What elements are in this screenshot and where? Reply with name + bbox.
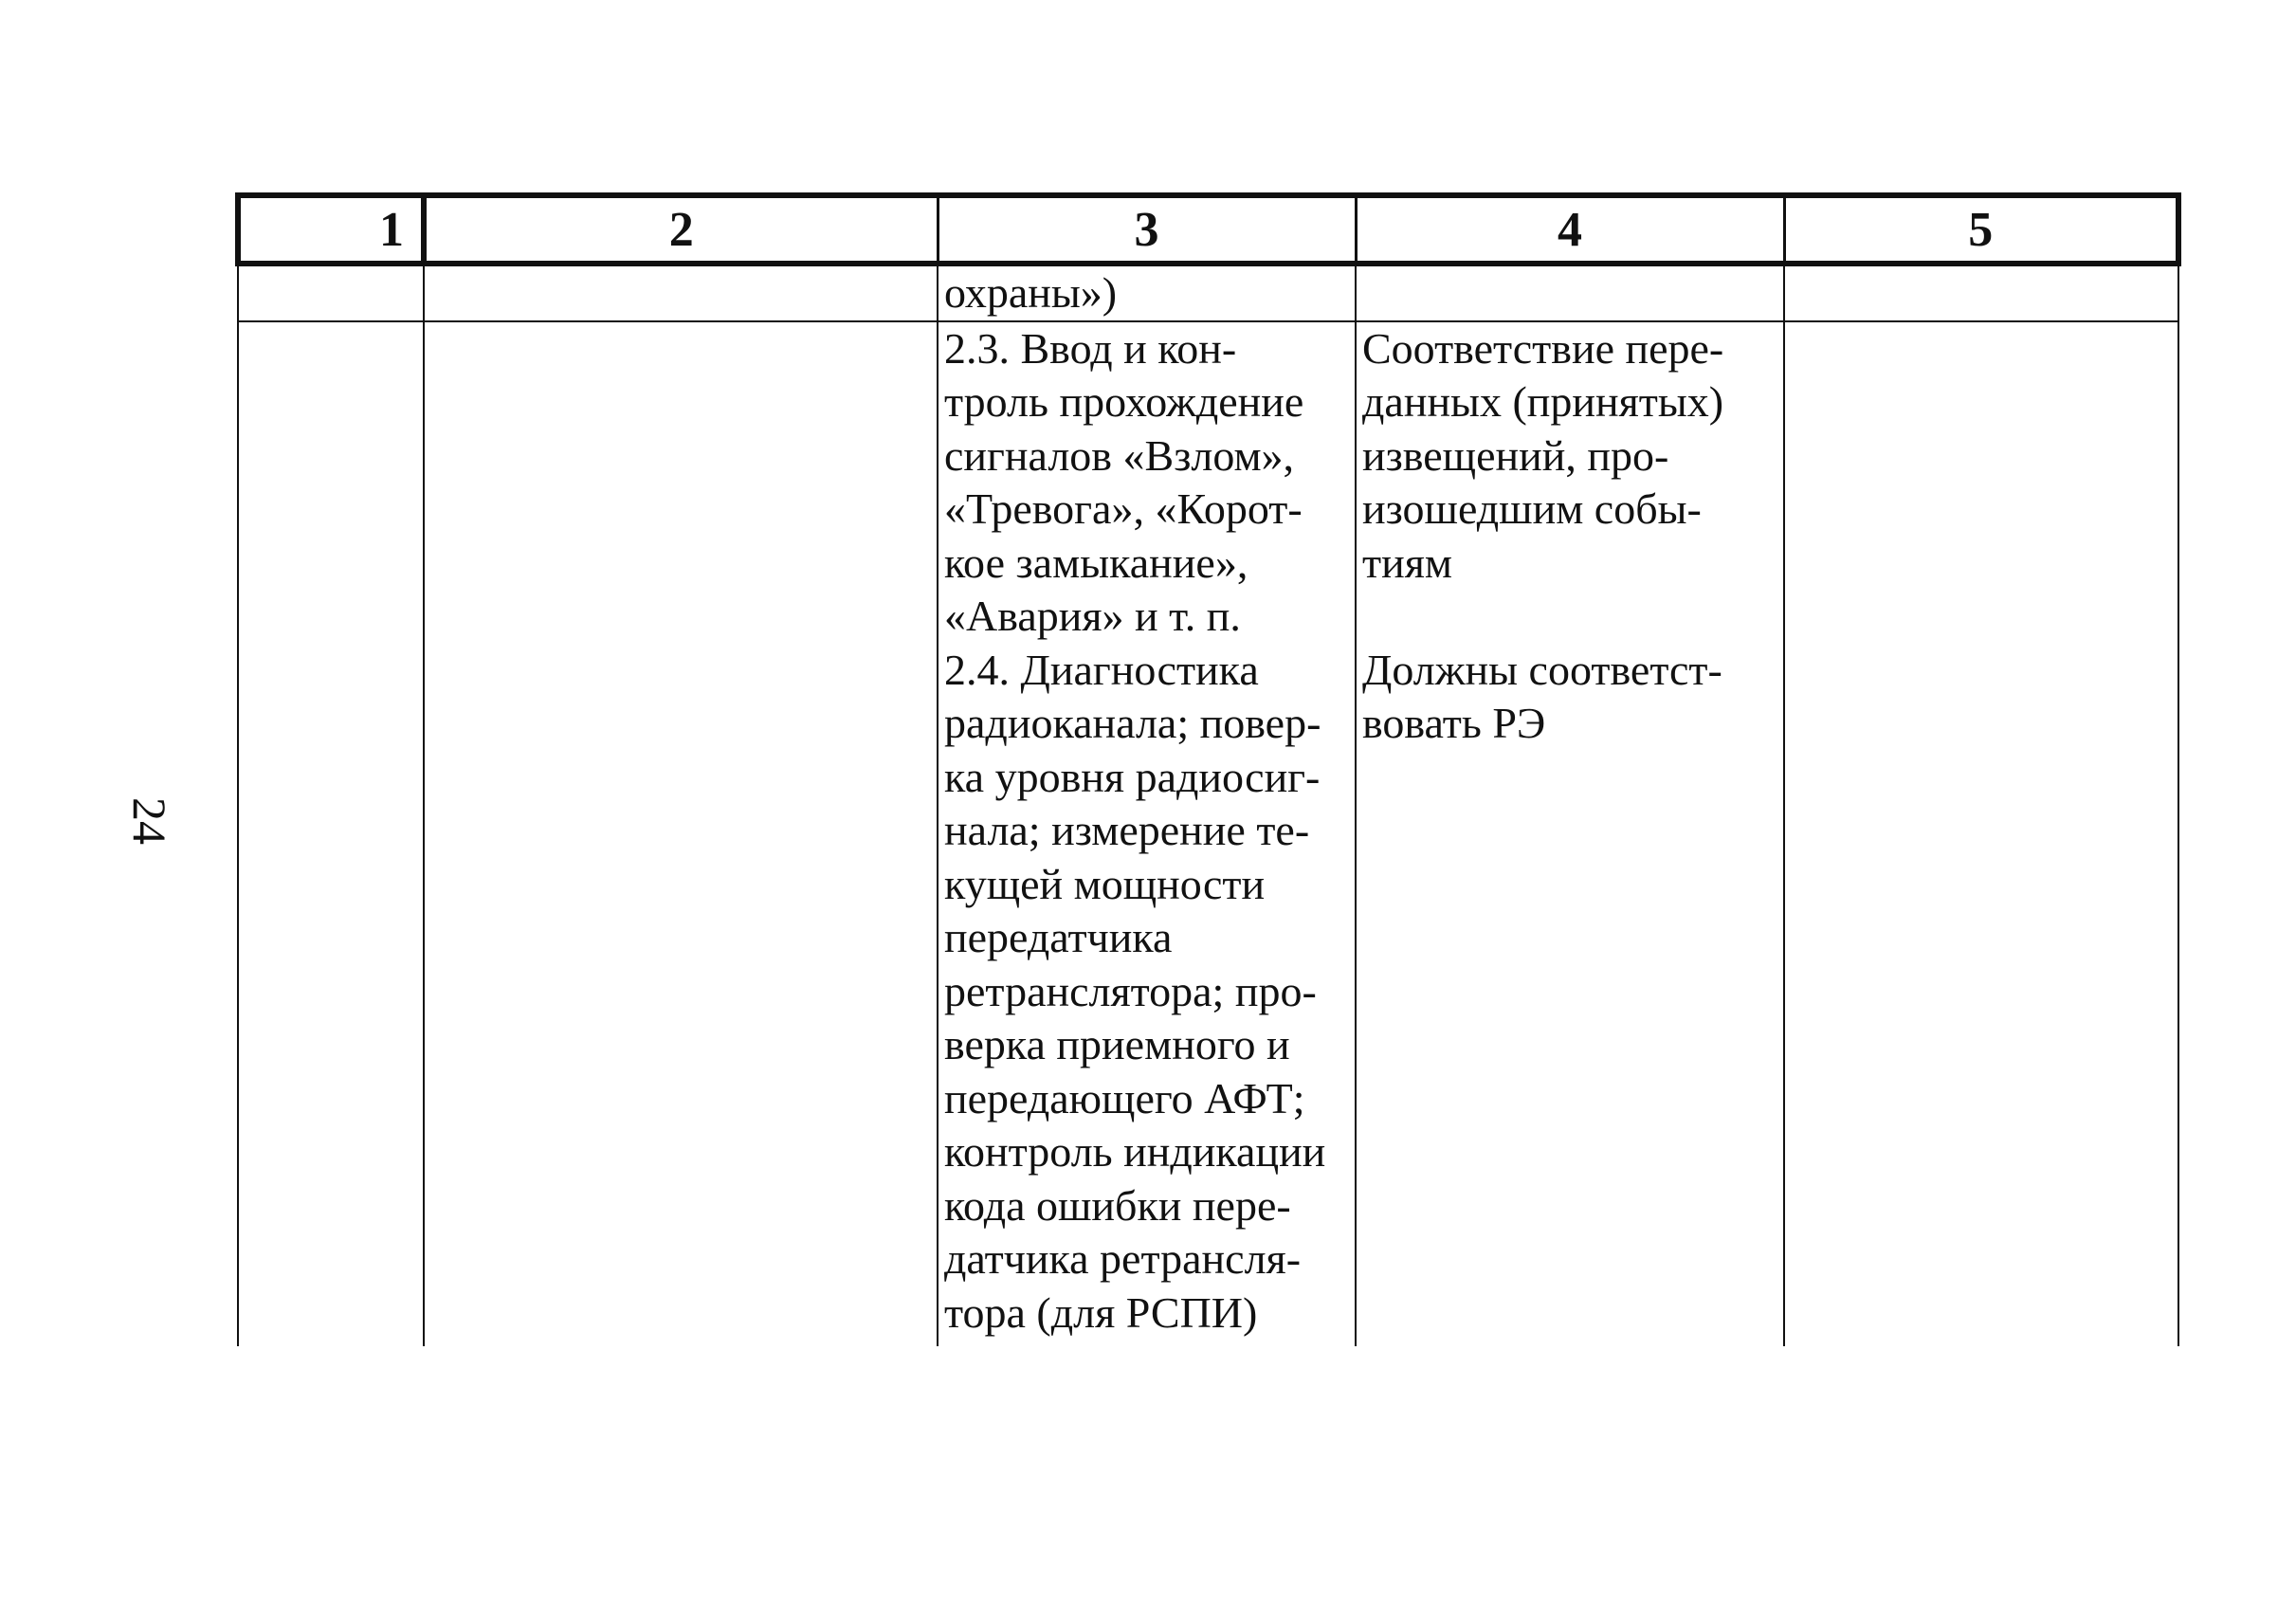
text-line: верка приемного и — [944, 1020, 1290, 1068]
text-line: 2.4. Диагностика — [944, 645, 1259, 694]
table-cell — [1784, 321, 2178, 1346]
column-header-5: 5 — [1784, 195, 2178, 264]
table-row — [238, 321, 2178, 1346]
text-line: тора (для РСПИ) — [944, 1287, 1258, 1337]
text-line: нала; измерение те- — [944, 806, 1310, 854]
text-line: радиоканала; повер- — [944, 699, 1321, 747]
column-header-3: 3 — [938, 195, 1356, 264]
text-line: Должны соответст- — [1362, 645, 1722, 694]
table-cell: охраны») — [938, 264, 1356, 321]
text-line: Соответствие пере- — [1362, 323, 1724, 373]
text-line: ка уровня радиосиг- — [944, 752, 1321, 801]
text-line: кода ошибки пере- — [944, 1180, 1291, 1230]
table-cell — [238, 264, 424, 321]
text-line: сигналов «Взлом», — [944, 430, 1295, 480]
table-cell — [424, 264, 938, 321]
requirement-cell — [1356, 321, 1784, 1346]
text-line: контроль индикации — [944, 1127, 1326, 1176]
text-line: передающего АФТ; — [944, 1073, 1305, 1122]
text-line: ретранслятора; про- — [944, 966, 1317, 1015]
column-header-1: 1 — [238, 195, 424, 264]
table-header-row — [238, 195, 2178, 264]
table-row — [238, 264, 2178, 321]
text-line: «Тревога», «Корот- — [944, 484, 1303, 533]
text-line: вовать РЭ — [1362, 699, 1546, 747]
text-line: кое замыкание», — [944, 538, 1248, 587]
text-line: изошедшим собы- — [1362, 484, 1702, 533]
spacer — [1362, 590, 1777, 644]
table-cell — [424, 321, 938, 1346]
page-number: 24 — [123, 797, 176, 845]
text-line: датчика ретрансля- — [944, 1234, 1302, 1283]
column-header-2: 2 — [424, 195, 938, 264]
procedure-cell — [938, 321, 1356, 1346]
column-header-4: 4 — [1356, 195, 1784, 264]
table-cell — [1784, 264, 2178, 321]
text-line: передатчика — [944, 913, 1173, 961]
document-table — [235, 192, 2181, 1346]
text-line: 2.3. Ввод и кон- — [944, 323, 1237, 373]
table-cell — [1356, 264, 1784, 321]
table-cell — [238, 321, 424, 1346]
text-line: тиям — [1362, 538, 1452, 587]
text-line: извещений, про- — [1362, 430, 1669, 480]
text-line: данных (принятых) — [1362, 377, 1724, 426]
text-line: кущей мощности — [944, 859, 1266, 908]
text-line: троль прохождение — [944, 377, 1304, 426]
text-line: «Авария» и т. п. — [944, 592, 1241, 640]
